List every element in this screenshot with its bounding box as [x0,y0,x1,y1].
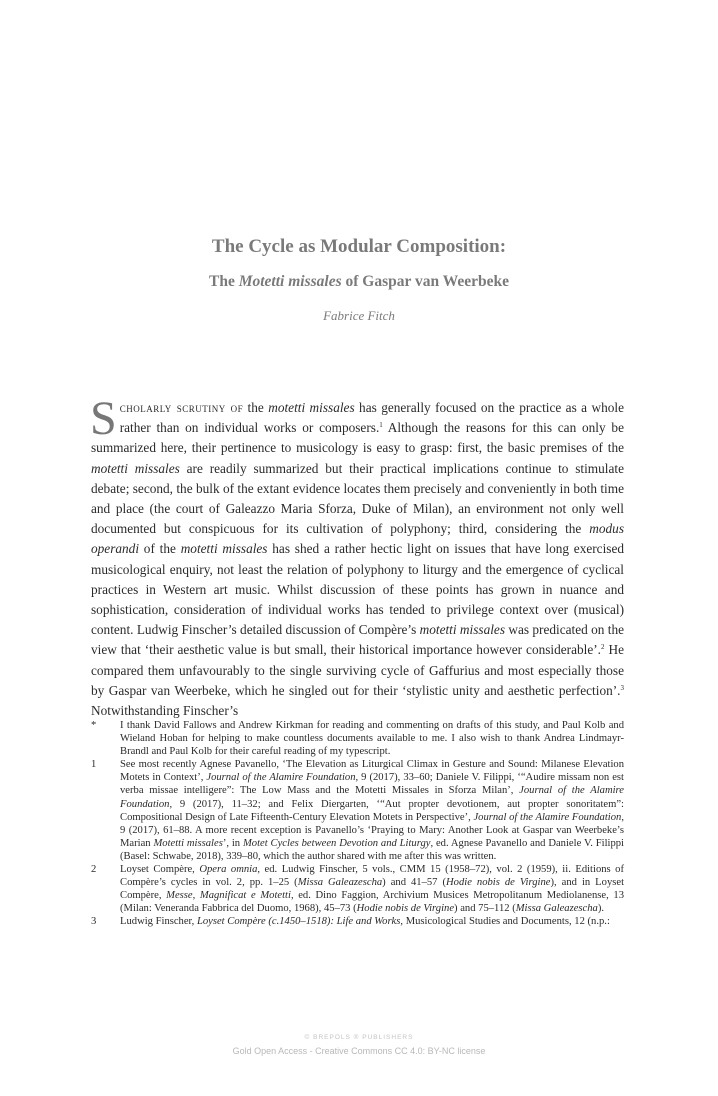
body-italic: motetti missales [268,400,355,415]
footnote-ref-2[interactable]: 2 [601,643,605,652]
footnote-italic: Missa Galeazescha [515,903,598,915]
footnote-ref-3[interactable]: 3 [620,683,624,692]
body-paragraph [90,392,625,721]
footnote-text: Ludwig Finscher, [120,916,197,928]
body-text: Although the reasons for this can only be summarized here, their pertinence to musicology is easy to grasp: first, the basic premises of the [91,420,624,456]
footnote-italic: Journal of the Alamire Foundation [120,785,624,810]
body-italic: motetti missales [419,622,505,638]
subtitle-post: of Gaspar van Weerbeke [341,273,509,290]
footnote-text: , 9 (2017), 11–32; and Felix Diergarten, ‘“Aut propter devotionem, aut propter sonoritatem”: Compositional Design of Late Fifteenth-Century Elevation Motets in Perspective’, [120,798,624,823]
chapter-title: The Cycle as Modular Composition: [211,236,507,257]
footnote-italic: Hodie nobis de Virgine [356,903,455,915]
body-text: the [243,400,269,415]
license-notice: Gold Open Access - Creative Commons CC 4.0: BY-NC license [232,1046,486,1056]
footnote-italic: Journal of the Alamire Foundation [206,772,356,784]
footnotes [91,719,624,929]
footnote-text: Loyset Compère, [120,864,200,876]
body-text: has shed a rather hectic light on issues that have long exercised musicological enquiry, not least the relation of polyphony to liturgy and the emergence of cyclical practices in Western art music. Whilst discussion of these points has grown in nuance and sophistication, consideration of individual works has tended to privilege context over (musical) content. Ludwig Finscher’s detailed discussion of Compère’s [91,541,625,638]
body-text: of the [139,541,181,557]
body-text: Notwithstanding Finscher’s [91,703,239,719]
footnote-star [91,719,624,758]
footnote-3 [91,915,624,928]
footnote-italic: Loyset Compère (c.1450–1518): Life and Works [196,916,401,928]
footnote-text: See most recently Agnese Pavanello, ‘The Elevation as Liturgical Climax in Gesture and Sound: Milanese Elevation Motets in Context’, [120,759,624,784]
author-name: Fabrice Fitch [323,308,395,323]
footnote-text: , 9 (2017), 33–60; Daniele V. Filippi, ‘“Audire missam non est verba missae intelligere”: The Low Mass and the Motetti Missales in Sforza Milan’, [120,772,624,797]
footnote-italic: Missa Galeazescha [297,877,383,889]
footnote-text: , ed. Dino Faggion, Archivium Musices Metropolitanum Mediolanense, 13 (Milan: Veneranda Fabbrica del Duomo, 1968), 45–73 ( [120,890,624,915]
footnote-1 [91,758,624,863]
body-text: has generally focused on the practice as a whole rather than on individual works or composers. [119,400,624,436]
footnote-text: , Musicological Studies and Documents, 12 (n.p.: [400,916,610,928]
footnote-text: ), and in Loyset Compère, [120,877,625,902]
footnote-italic: Messe, Magnificat e Motetti [166,890,291,902]
body-italic: motetti missales [180,541,268,557]
drop-cap: S [90,392,117,445]
footnote-italic: Opera omnia [199,864,258,876]
footnote-ref-1[interactable]: 1 [379,421,383,430]
footnote-text: , 9 (2017), 61–88. A more recent exception is Pavanello’s ‘Praying to Mary: Another Look at Gaspar van Weerbeke’s Marian [120,811,624,849]
footnote-2 [91,863,624,915]
footnote-text: ) and 75–112 ( [454,903,516,915]
footnote-marker: 3 [91,916,97,928]
footnote-text: ) and 41–57 ( [382,877,447,889]
footnote-marker: 2 [91,864,97,876]
body-text: are readily summarized but their practical implications continue to stimulate debate; second, the bulk of the extant evidence locates them precisely and conveniently in both time and place (the court of Galeazzo Maria Sforza, Duke of Milan), an environment not only well documented but conspicuous for its cultivation of polyphony; third, considering the [91,460,624,537]
body-text: He compared them unfavourably to the single surviving cycle of Gaffurius and most especially those by Gaspar van Weerbeke, which he singled out for their ‘stylistic unity and aesthetic perfection’. [91,642,624,698]
footnote-text: ’, in [222,837,243,849]
footnote-text: ). [597,903,604,915]
footnote-italic: Motetti missales [153,837,223,849]
subtitle-italic: Motetti missales [238,273,342,290]
footnote-text: , ed. Agnese Pavanello and Daniele V. Filippi (Basel: Schwabe, 2018), 339–80, which the author shared with me after this was written. [120,837,624,862]
footnote-italic: Journal of the Alamire Foundation [473,811,622,823]
footnote-italic: Motet Cycles between Devotion and Liturgy [242,837,431,849]
body-italic: motetti missales [91,460,180,476]
footnote-text: , ed. Ludwig Finscher, 5 vols., CMM 15 (1958–72), vol. 2 (1959), ii. Editions of Compère’s cycles in vol. 2, pp. 1–25 ( [120,864,624,889]
body-text: was predicated on the view that ‘their aesthetic value is but small, their historical importance however considerable’. [91,622,625,658]
publisher-watermark: © BREPOLS ® PUBLISHERS [304,1034,414,1041]
small-caps-opening: cholarly scrutiny of [119,400,244,415]
subtitle-pre: The [209,273,239,290]
footnote-marker: 1 [91,759,97,771]
footnote-marker: * [91,720,97,731]
footnote-italic: Hodie nobis de Virgine [446,877,551,889]
footnote-text: I thank David Fallows and Andrew Kirkman for reading and commenting on drafts of this study, and Paul Kolb and Wieland Hoban for helping to make countless documents available to me. I also wish to thank Andrea Lindmayr-Brandl and Paul Kolb for their careful reading of my typescript. [120,720,624,758]
chapter-subtitle [0,272,718,292]
body-italic: modus operandi [91,521,624,557]
